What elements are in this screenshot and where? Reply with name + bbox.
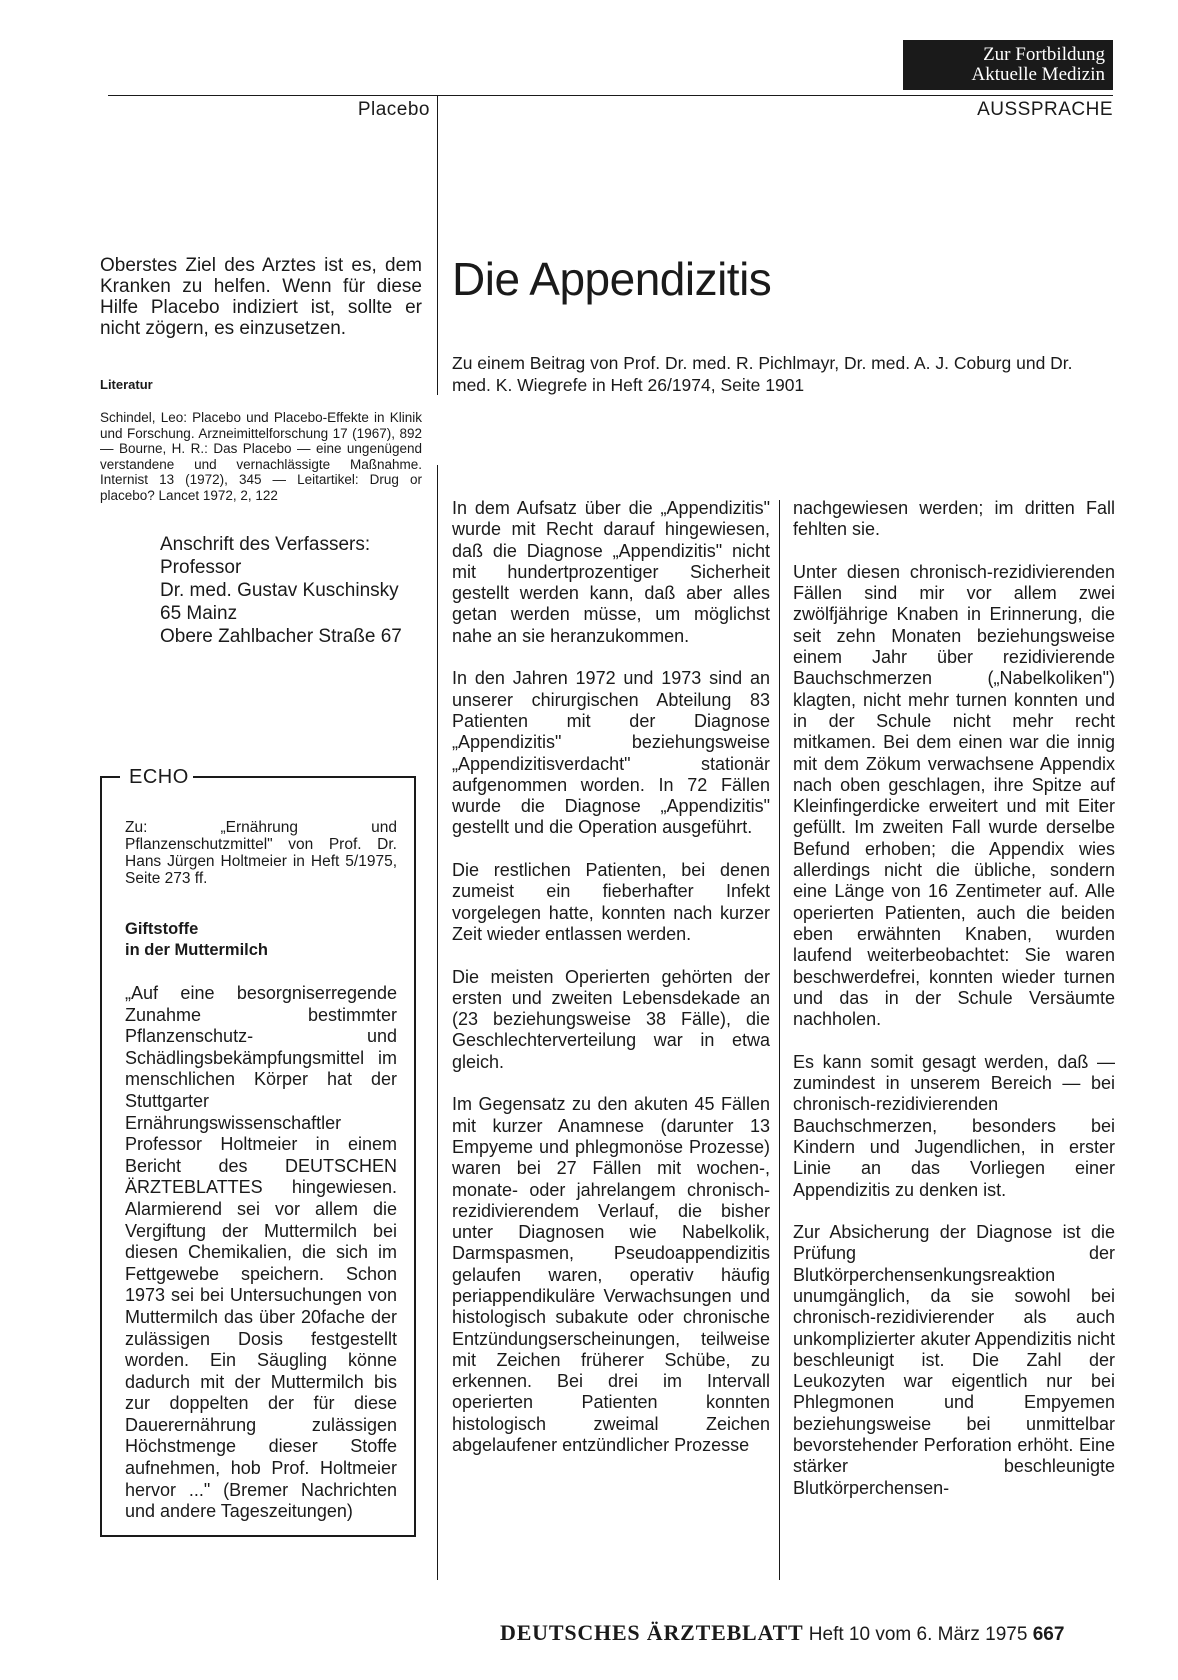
echo-frame-bottom — [100, 1535, 416, 1537]
article-subtitle: Zu einem Beitrag von Prof. Dr. med. R. Pichlmayr, Dr. med. A. J. Coburg und Dr. med. K. Wiegrefe in Heft 26/1974, Seite 1901 — [452, 353, 1073, 395]
echo-frame-left — [100, 776, 102, 1537]
column-divider-right — [779, 500, 780, 1580]
address-line: 65 Mainz — [160, 603, 238, 624]
article-column-right — [793, 498, 1115, 1520]
article-paragraph: In dem Aufsatz über die „Appendizitis" wurde mit Recht darauf hingewiesen, daß die Diagnose „Appendizitis" nicht mit hundertprozentiger Sicherheit gestellt werden kann, daß aber alles getan werden müsse, um möglichst nahe an sie heranzukommen. — [452, 498, 770, 646]
article-column-middle — [452, 498, 770, 1478]
article-paragraph: nachgewiesen werden; im dritten Fall fehlten sie. — [793, 498, 1115, 540]
article-title: Die Appendizitis — [452, 253, 772, 305]
badge-line-2: Aktuelle Medizin — [971, 64, 1105, 85]
article-paragraph: Im Gegensatz zu den akuten 45 Fällen mit kurzer Anamnese (darunter 13 Empyeme und phlegmonöse Prozesse) waren bei 27 Fällen mit wochen-, monate- oder jahrelangem chronisch-rezidivierendem Verlauf, die bisher unter Diagnosen wie Nabelkolik, Darmspasmen, Pseudoappendizitis gelaufen waren, operativ häufig periappendikuläre Verwachsungen und histologisch subakute oder chronische Entzündungserscheinungen, teilweise mit Zeichen früherer Schübe, zu erkennen. Bei drei im Intervall operierten Patienten konnten histologisch zweimal Zeichen abgelaufener entzündlicher Prozesse — [452, 1094, 770, 1456]
footer-issue: Heft 10 vom 6. März 1975 — [808, 1624, 1028, 1645]
literature-title: Literatur — [100, 377, 153, 392]
literature-text: Schindel, Leo: Placebo und Placebo-Effekte in Klinik und Forschung. Arzneimittelforschung 17 (1967), 892 — Bourne, H. R.: Das Placebo — eine ungenügend verstandene und vernachlässigte Maßnahme. Internist 13 (1972), 345 — Leitartikel: Drug or placebo? Lancet 1972, 2, 122 — [100, 410, 422, 503]
article-paragraph: Zur Absicherung der Diagnose ist die Prüfung der Blutkörperchensenkungsreaktion unumgänglich, da sie sowohl bei chronisch-rezidivierender als auch unkomplizierter akuter Appendizitis nicht beschleunigt ist. Die Zahl der Leukozyten war eigentlich nur bei Phlegmonen und Empyemen beziehungsweise bei unmittelbar bevorstehender Perforation erhöht. Eine stärker beschleunigte Blutkörperchensen- — [793, 1222, 1115, 1498]
article-paragraph: Die meisten Operierten gehörten der ersten und zweiten Lebensdekade an (23 beziehungsweise 38 Fälle), die Geschlechterverteilung war in etwa gleich. — [452, 966, 770, 1072]
echo-title: ECHO — [125, 766, 193, 789]
echo-heading-line: Giftstoffe — [125, 920, 199, 938]
placebo-conclusion: Oberstes Ziel des Arztes ist es, dem Kranken zu helfen. Wenn für diese Hilfe Placebo indiziert ist, sollte er nicht zögern, es einzusetzen. — [100, 255, 422, 339]
address-line: Anschrift des Verfassers: — [160, 534, 371, 555]
section-badge — [903, 40, 1113, 90]
echo-frame-right — [414, 776, 416, 1537]
address-line: Professor — [160, 557, 242, 578]
badge-line-1: Zur Fortbildung — [983, 44, 1105, 65]
section-label-aussprache: AUSSPRACHE — [977, 99, 1113, 120]
echo-box — [125, 766, 397, 1523]
echo-reference: Zu: „Ernährung und Pflanzenschutzmittel" von Prof. Dr. Hans Jürgen Holtmeier in Heft 5/1975, Seite 273 ff. — [125, 819, 397, 887]
address-line: Obere Zahlbacher Straße 67 — [160, 626, 402, 647]
footer-journal: DEUTSCHES ÄRZTEBLATT — [500, 1620, 804, 1645]
echo-body: „Auf eine besorgniserregende Zunahme bestimmter Pflanzenschutz- und Schädlingsbekämpfungsmittel im menschlichen Körper hat der Stuttgarter Ernährungswissenschaftler Professor Holtmeier in einem Bericht des DEUTSCHEN ÄRZTEBLATTES hingewiesen. Alarmierend sei vor allem die Vergiftung der Muttermilch bei diesen Chemikalien, die sich im Fettgewebe speichern. Schon 1973 sei bei Untersuchungen von Muttermilch das über 20fache der zulässigen Dosis festgestellt worden. Ein Säugling könne dadurch mit der Muttermilch bis zur doppelten der für diese Dauerernährung zulässigen Höchstmenge dieser Stoffe aufnehmen, hob Prof. Holtmeier hervor ..." (Bremer Nachrichten und andere Tageszeitungen) — [125, 983, 397, 1522]
echo-heading-line: in der Muttermilch — [125, 941, 269, 959]
echo-heading — [125, 919, 397, 961]
article-paragraph: In den Jahren 1972 und 1973 sind an unserer chirurgischen Abteilung 83 Patienten mit der Diagnose „Appendizitis" beziehungsweise „Appendizitisverdacht" stationär aufgenommen worden. In 72 Fällen wurde die Diagnose „Appendizitis" gestellt und die Operation ausgeführt. — [452, 668, 770, 838]
page-number: 667 — [1032, 1624, 1065, 1645]
article-paragraph: Es kann somit gesagt werden, daß — zumindest in unserem Bereich — bei chronisch-rezidivierenden Bauchschmerzen, besonders bei Kindern und Jugendlichen, in erster Linie an das Vorliegen einer Appendizitis zu denken ist. — [793, 1051, 1115, 1200]
echo-frame-top-left — [100, 776, 120, 778]
left-column — [100, 255, 422, 648]
column-divider-left — [437, 465, 438, 1580]
address-line: Dr. med. Gustav Kuschinsky — [160, 580, 399, 601]
page-footer — [500, 1620, 1064, 1646]
column-divider-top — [437, 95, 438, 395]
article-paragraph: Die restlichen Patienten, bei denen zumeist ein fieberhafter Infekt vorgelegen hatte, konnten nach kurzer Zeit wieder entlassen werden. — [452, 860, 770, 944]
article-paragraph: Unter diesen chronisch-rezidivierenden Fällen sind mir vor allem zwei zwölfjährige Knaben in Erinnerung, die seit zehn Monaten beziehungsweise einem Jahr über rezidivierende Bauchschmerzen („Nabelkoliken") klagten, nicht mehr turnen konnten und in der Schule nicht mehr recht mitkamen. Bei dem einen war die innig mit dem Zökum verwachsene Appendix nach oben geschlagen, ihre Spitze auf Kleinfingerdicke erweitert und mit Eiter gefüllt. Im zweiten Fall wurde derselbe Befund erhoben; die Appendix wies allerdings nicht die übliche, sondern eine Länge von 16 Zentimeter auf. Alle operierten Patienten, auch die beiden eben erwähnten Knaben, wurden laufend weiterbeobachtet: Sie waren beschwerdefrei, konnten wieder turnen und das in der Schule Versäumte nachholen. — [793, 561, 1115, 1030]
author-address — [160, 533, 422, 648]
top-rule — [108, 95, 1113, 96]
section-label-placebo: Placebo — [357, 99, 430, 120]
